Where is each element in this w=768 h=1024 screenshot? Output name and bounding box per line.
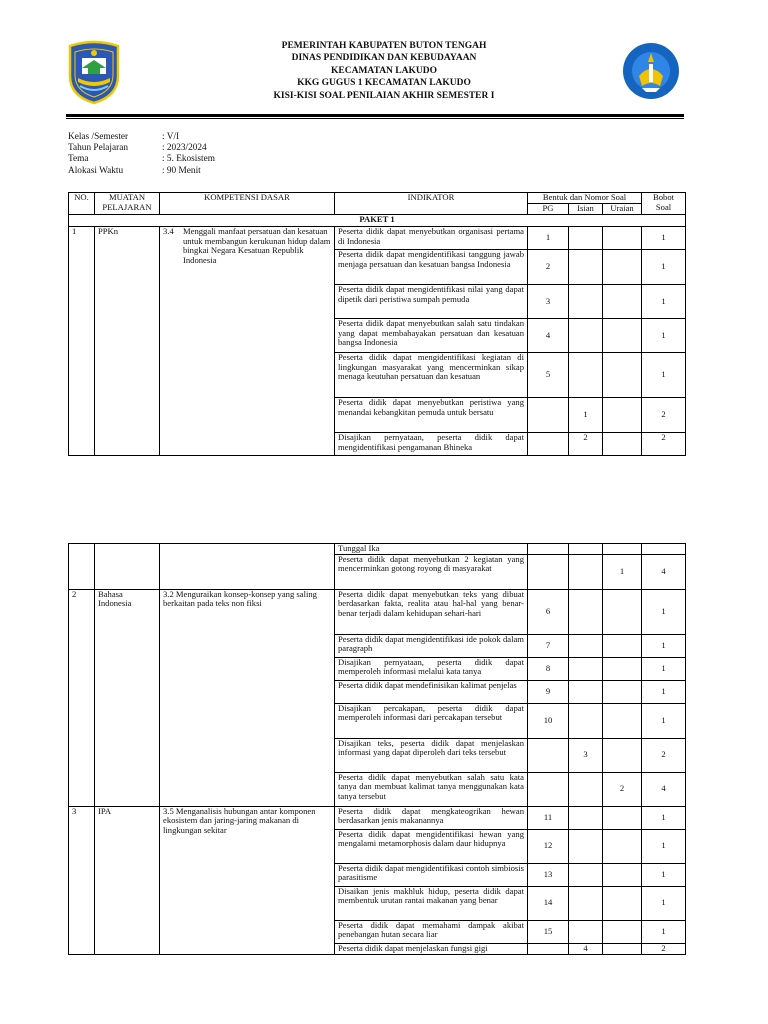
isian-cell: [569, 886, 603, 920]
uraian-cell: [603, 943, 642, 954]
isian-cell: 1: [569, 398, 603, 433]
isian-cell: [569, 772, 603, 806]
indikator-cell: Peserta didik dapat menyebutkan 2 kegiatan yang mencerminkan gotong royong di masyarakat: [335, 554, 528, 589]
indikator-cell: Peserta didik dapat mengidentifikasi hewan yang mengalami metamorphosis dalam daur hidupnya: [335, 829, 528, 863]
empty-cell: [69, 544, 95, 590]
bobot-cell: 2: [642, 433, 686, 456]
uraian-cell: [603, 634, 642, 657]
header-line: KKG GUGUS 1 KECAMATAN LAKUDO: [297, 78, 471, 89]
kd-text: 3.2 Menguraikan konsep-konsep yang saling berkaitan pada teks non fiksi: [163, 589, 317, 609]
pg-cell: 11: [528, 806, 569, 829]
col-header-pg: PG: [528, 204, 569, 215]
pg-cell: 15: [528, 920, 569, 943]
uraian-cell: [603, 806, 642, 829]
pg-cell: [528, 433, 569, 456]
subject-no: 1: [69, 227, 95, 456]
uraian-cell: 1: [603, 554, 642, 589]
empty-cell: [95, 544, 160, 590]
pg-cell: 5: [528, 353, 569, 398]
header-divider-thin: [66, 118, 684, 119]
uraian-cell: [603, 250, 642, 285]
kisi-kisi-table-page-1: [68, 192, 686, 456]
bobot-cell: 1: [642, 680, 686, 703]
uraian-cell: [603, 353, 642, 398]
isian-cell: [569, 634, 603, 657]
indikator-cell: Disajikan pernyataan, peserta didik dapat mengidentifikasi pengamanan Bhineka: [335, 433, 528, 456]
col-header-kd: KOMPETENSI DASAR: [160, 193, 335, 215]
bobot-cell: 1: [642, 353, 686, 398]
isian-cell: [569, 657, 603, 680]
pg-cell: 2: [528, 250, 569, 285]
bobot-cell: 1: [642, 886, 686, 920]
uraian-cell: [603, 680, 642, 703]
bobot-cell: 1: [642, 829, 686, 863]
empty-cell: [160, 544, 335, 590]
pg-cell: [528, 398, 569, 433]
meta-label: Alokasi Waktu: [68, 165, 124, 176]
pg-cell: [528, 943, 569, 954]
isian-cell: [569, 829, 603, 863]
bobot-cell: 1: [642, 250, 686, 285]
subject-muatan: PPKn: [95, 227, 160, 456]
pg-cell: 4: [528, 319, 569, 353]
uraian-cell: [603, 544, 642, 555]
bobot-cell: 1: [642, 920, 686, 943]
uraian-cell: 2: [603, 772, 642, 806]
pg-cell: 10: [528, 703, 569, 738]
kd-number: 3.4: [163, 226, 174, 236]
pg-cell: 12: [528, 829, 569, 863]
bobot-cell: 1: [642, 703, 686, 738]
isian-cell: [569, 680, 603, 703]
pg-cell: 7: [528, 634, 569, 657]
bobot-cell: 2: [642, 943, 686, 954]
subject-no: 2: [69, 589, 95, 806]
bobot-cell: 1: [642, 657, 686, 680]
isian-cell: [569, 353, 603, 398]
kompetensi-dasar: [160, 806, 335, 954]
col-header-muatan: MUATAN PELAJARAN: [95, 193, 160, 215]
pg-cell: [528, 544, 569, 555]
col-header-bentuk: Bentuk dan Nomor Soal: [528, 193, 642, 204]
bobot-cell: 4: [642, 772, 686, 806]
kompetensi-dasar: [160, 589, 335, 806]
isian-cell: [569, 227, 603, 250]
bobot-cell: 1: [642, 806, 686, 829]
header-line: DINAS PENDIDIKAN DAN KEBUDAYAAN: [291, 53, 477, 64]
meta-label: Tema: [68, 154, 89, 165]
bobot-cell: 4: [642, 554, 686, 589]
header-line: KISI-KISI SOAL PENILAIAN AKHIR SEMESTER I: [273, 90, 495, 101]
bobot-cell: 1: [642, 227, 686, 250]
uraian-cell: [603, 886, 642, 920]
col-header-isian: Isian: [569, 204, 603, 215]
bobot-cell: 1: [642, 863, 686, 886]
isian-cell: [569, 589, 603, 634]
header-line: KECAMATAN LAKUDO: [331, 65, 437, 76]
document-header: [0, 40, 768, 102]
isian-cell: [569, 544, 603, 555]
indikator-cell: Disajikan percakapan, peserta didik dapat memperoleh informasi dari percakapan tersebut: [335, 703, 528, 738]
meta-value: : 90 Menit: [162, 165, 201, 176]
uraian-cell: [603, 863, 642, 886]
uraian-cell: [603, 657, 642, 680]
uraian-cell: [603, 589, 642, 634]
bobot-cell: 2: [642, 398, 686, 433]
indikator-cell: Peserta didik dapat menjelaskan fungsi gigi: [335, 943, 528, 954]
isian-cell: [569, 554, 603, 589]
pg-cell: 3: [528, 285, 569, 319]
isian-cell: [569, 319, 603, 353]
bobot-cell: 2: [642, 738, 686, 772]
isian-cell: [569, 285, 603, 319]
isian-cell: 2: [569, 433, 603, 456]
indikator-cell: Tunggal Ika: [335, 544, 528, 555]
subject-muatan: Bahasa Indonesia: [95, 589, 160, 806]
pg-cell: 6: [528, 589, 569, 634]
indikator-cell: Peserta didik dapat mengidentifikasi contoh simbiosis parasitisme: [335, 863, 528, 886]
pg-cell: [528, 738, 569, 772]
uraian-cell: [603, 738, 642, 772]
pg-cell: 14: [528, 886, 569, 920]
pg-cell: [528, 772, 569, 806]
isian-cell: [569, 863, 603, 886]
isian-cell: 3: [569, 738, 603, 772]
bobot-cell: 1: [642, 319, 686, 353]
uraian-cell: [603, 227, 642, 250]
meta-value: : 5. Ekosistem: [162, 154, 215, 165]
indikator-cell: Peserta didik dapat mengidentifikasi ide pokok dalam paragraph: [335, 634, 528, 657]
pg-cell: 9: [528, 680, 569, 703]
isian-cell: 4: [569, 943, 603, 954]
meta-label: Tahun Pelajaran: [68, 143, 129, 154]
uraian-cell: [603, 285, 642, 319]
indikator-cell: Peserta didik dapat mengidentifikasi nilai yang dapat dipetik dari peristiwa sumpah pemuda: [335, 285, 528, 319]
indikator-cell: Disajikan pernyataan, peserta didik dapat memperoleh informasi melalui kata tanya: [335, 657, 528, 680]
pg-cell: [528, 554, 569, 589]
pg-cell: 13: [528, 863, 569, 886]
col-header-uraian: Uraian: [603, 204, 642, 215]
indikator-cell: Peserta didik dapat mengidentifikasi tanggung jawab menjaga persatuan dan kesatuan bangsa Indonesia: [335, 250, 528, 285]
subject-muatan: IPA: [95, 806, 160, 954]
isian-cell: [569, 920, 603, 943]
uraian-cell: [603, 920, 642, 943]
bobot-cell: [642, 544, 686, 555]
col-header-no: NO.: [69, 193, 95, 215]
kd-text: Menggali manfaat persatuan dan kesatuan untuk membangun kerukunan hidup dalam bingkai Negara Kesatuan Republik Indonesia: [183, 226, 331, 265]
pg-cell: 1: [528, 227, 569, 250]
paket-label: PAKET 1: [69, 215, 686, 227]
bobot-cell: 1: [642, 634, 686, 657]
pg-cell: 8: [528, 657, 569, 680]
uraian-cell: [603, 398, 642, 433]
header-line: PEMERINTAH KABUPATEN BUTON TENGAH: [281, 41, 487, 51]
col-header-indikator: INDIKATOR: [335, 193, 528, 215]
indikator-cell: Disajikan teks, peserta didik dapat menjelaskan informasi yang dapat diperoleh dari teks tersebut: [335, 738, 528, 772]
indikator-cell: Peserta didik dapat menyebutkan organisasi pertama di Indonesia: [335, 227, 528, 250]
indikator-cell: Peserta didik dapat mendefinisikan kalimat penjelas: [335, 680, 528, 703]
uraian-cell: [603, 433, 642, 456]
kd-text: 3.5 Menganalisis hubungan antar komponen ekosistem dan jaring-jaring makanan di lingkungan sekitar: [163, 806, 316, 835]
meta-label: Kelas /Semester: [68, 132, 129, 142]
isian-cell: [569, 703, 603, 738]
meta-value: : 2023/2024: [162, 143, 207, 154]
indikator-cell: Peserta didik dapat menyebutkan salah satu tindakan yang dapat membahayakan persatuan dan kesatuan bangsa Indonesia: [335, 319, 528, 353]
kompetensi-dasar: [160, 227, 335, 456]
uraian-cell: [603, 319, 642, 353]
subject-no: 3: [69, 806, 95, 954]
uraian-cell: [603, 703, 642, 738]
document-meta: [68, 132, 215, 177]
meta-value: : V/I: [162, 132, 180, 142]
indikator-cell: Peserta didik dapat mengidentifikasi kegiatan di lingkungan masyarakat yang mencerminkan sikap menaga keutuhan persatuan dan kesatuan: [335, 353, 528, 398]
header-divider: [66, 114, 684, 117]
indikator-cell: Disaikan jenis makhluk hidup, peserta didik dapat membentuk urutan rantai makanan yang benar: [335, 886, 528, 920]
isian-cell: [569, 806, 603, 829]
col-header-bobot: Bobot Soal: [642, 193, 686, 215]
indikator-cell: Peserta didik dapat mengkateogrikan hewan berdasarkan jenis makanannya: [335, 806, 528, 829]
bobot-cell: 1: [642, 285, 686, 319]
uraian-cell: [603, 829, 642, 863]
indikator-cell: Peserta didik dapat menyebutkan salah satu kata tanya dan membuat kalimat tanya menggunakan kata tanya tersebut: [335, 772, 528, 806]
bobot-cell: 1: [642, 589, 686, 634]
indikator-cell: Peserta didik dapat menyebutkan peristiwa yang menandai kebangkitan pemuda untuk bersatu: [335, 398, 528, 433]
indikator-cell: Peserta didik dapat memahami dampak akibat penebangan hutan secara liar: [335, 920, 528, 943]
indikator-cell: Peserta didik dapat menyebutkan teks yang dibuat berdasarkan fakta, realita atau hal-hal yang benar-benar terjadi dalam kehidupan sehari-hari: [335, 589, 528, 634]
kisi-kisi-table-page-2: [68, 543, 686, 955]
isian-cell: [569, 250, 603, 285]
